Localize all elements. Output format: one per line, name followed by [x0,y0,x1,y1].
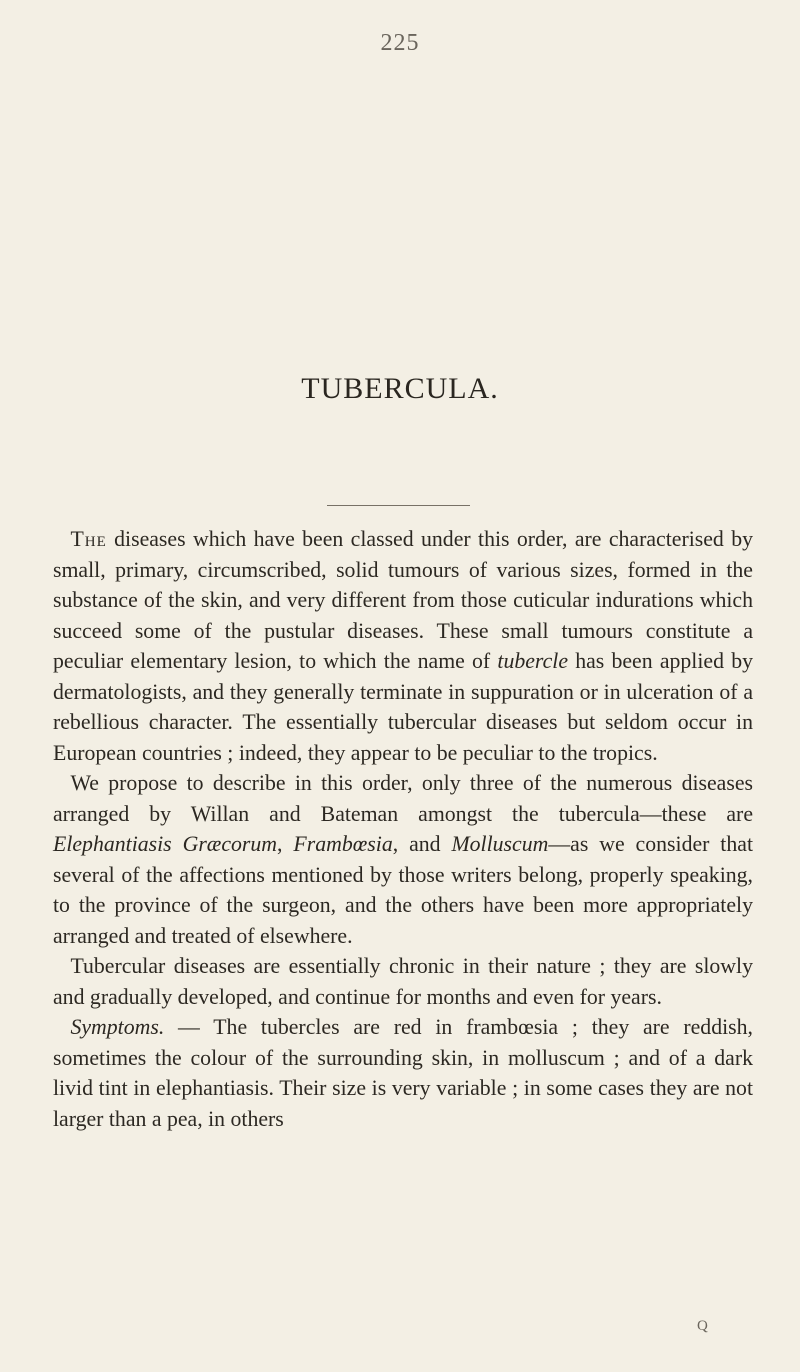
chapter-body [53,524,753,1134]
title-rule [327,505,470,506]
and-separator: , and [392,832,452,856]
paragraph-3-text: Tubercular diseases are essentially chronic in their nature ; they are slowly and gradually developed, and continue for months and even for years. [53,954,753,1009]
paragraph-4-text: — The tubercles are red in frambœsia ; they are reddish, sometimes the colour of the surrounding skin, in molluscum ; and of a dark livid tint in elephantiasis. Their size is very variable ; in some cases they are not larger than a pea, in others [53,1015,753,1131]
page-number: 225 [380,30,420,56]
paragraph-1 [53,524,753,768]
paragraph-2-text-before: We propose to describe in this order, only three of the numerous diseases arranged by Willan and Bateman amongst the tubercula—these are [53,771,753,826]
italic-term-tubercle: tubercle [497,649,569,673]
paragraph-2-text-after: —as we consider that several of the affections mentioned by those writers belong, properly speaking, to the province of the surgeon, and the others have been more appropriately arranged and treated of elsewhere. [53,832,753,948]
lead-word: The [70,527,107,551]
paragraph-3 [53,951,753,1012]
paragraph-2 [53,768,753,951]
italic-term-elephantiasis: Elephantiasis Græcorum [53,832,278,856]
paragraph-1-text-after: has been applied by dermatologists, and they generally terminate in suppuration or in ulceration of a rebellious character. The essentially tubercular diseases but seldom occur in European countries ; indeed, they appear to be peculiar to the tropics. [53,649,753,765]
symptoms-heading: Symptoms. [70,1015,165,1039]
italic-term-molluscum: Molluscum [451,832,549,856]
chapter-title: TUBERCULA. [301,372,499,405]
paragraph-1-text: diseases which have been classed under this order, are characterised by small, primary, circumscribed, solid tumours of various sizes, formed in the substance of the skin, and very different from those cuticular indurations which succeed some of the pustular diseases. These small tumours constitute a peculiar elementary lesion, to which the name of [53,527,753,673]
paragraph-4 [53,1012,753,1134]
italic-term-framboesia: Frambœsia [293,832,393,856]
comma-separator: , [277,832,294,856]
signature-mark: Q [697,1318,708,1334]
